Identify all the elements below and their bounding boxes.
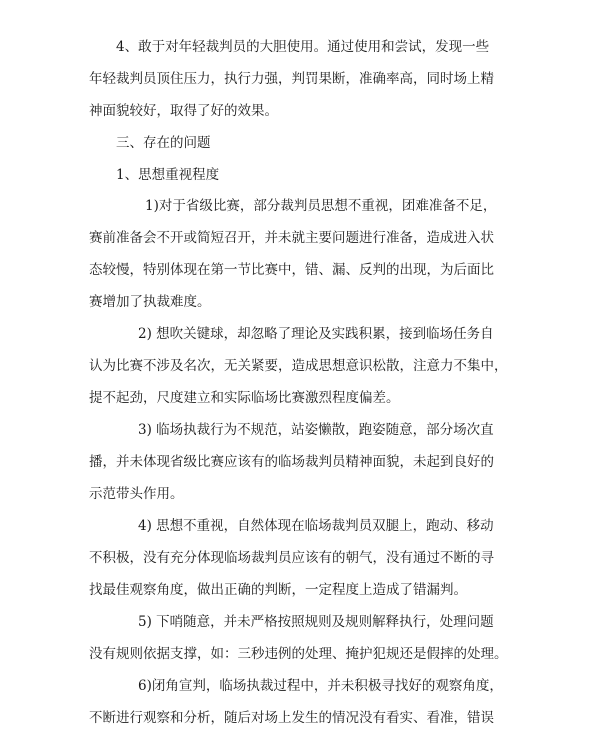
text-line: 认为比赛不涉及名次，无关紧要，造成思想意识松散，注意力不集中， (89, 358, 508, 374)
section-heading-text: 三、存在的问题 (116, 135, 211, 151)
text-line: 4、敢于对年轻裁判员的大胆使用。通过使用和尝试，发现一些 (116, 39, 490, 55)
text-line: 2) 想吹关键球，却忽略了理论及实践积累，接到临场任务自 (138, 326, 494, 342)
text-line: 不积极，没有充分体现临场裁判员应该有的朝气，没有通过不断的寻 (89, 550, 494, 566)
text-line: 6)闭角宣判，临场执裁过程中，并未积极寻找好的观察角度， (138, 678, 503, 694)
text-line: 不断进行观察和分析，随后对场上发生的情况没有看实、看准，错误 (89, 710, 494, 726)
text-line: 提不起劲，尺度建立和实际临场比赛激烈程度偏差。 (89, 390, 400, 406)
text-line: 神面貌较好，取得了好的效果。 (89, 103, 278, 119)
text-line: 1)对于省级比赛，部分裁判员思想不重视，团难准备不足， (145, 198, 497, 214)
subsection-heading-text: 1、思想重视程度 (116, 167, 220, 183)
text-line: 示范带头作用。 (89, 486, 184, 502)
text-line: 年轻裁判员顶住压力，执行力强，判罚果断，准确率高，同时场上精 (89, 71, 494, 87)
text-line: 5) 下哨随意，并未严格按照规则及规则解释执行，处理问题 (138, 614, 494, 630)
text-line: 找最佳观察角度，做出正确的判断，一定程度上造成了错漏判。 (89, 582, 467, 598)
text-line: 态较慢，特别体现在第一节比赛中，错、漏、反判的出现，为后面比 (89, 262, 494, 278)
text-line: 4) 思想不重视，自然体现在临场裁判员双腿上，跑动、移动 (138, 518, 494, 534)
text-line: 3) 临场执裁行为不规范，站姿懒散，跑姿随意，部分场次直 (138, 422, 494, 438)
text-line: 赛前准备会不开或简短召开，并未就主要问题进行准备，造成进入状 (89, 230, 494, 246)
text-line: 赛增加了执裁难度。 (89, 294, 211, 310)
text-line: 没有规则依据支撑，如：三秒违例的处理、掩护犯规还是假摔的处理。 (89, 646, 508, 662)
text-line: 播，并未体现省级比赛应该有的临场裁判员精神面貌，未起到良好的 (89, 454, 494, 470)
